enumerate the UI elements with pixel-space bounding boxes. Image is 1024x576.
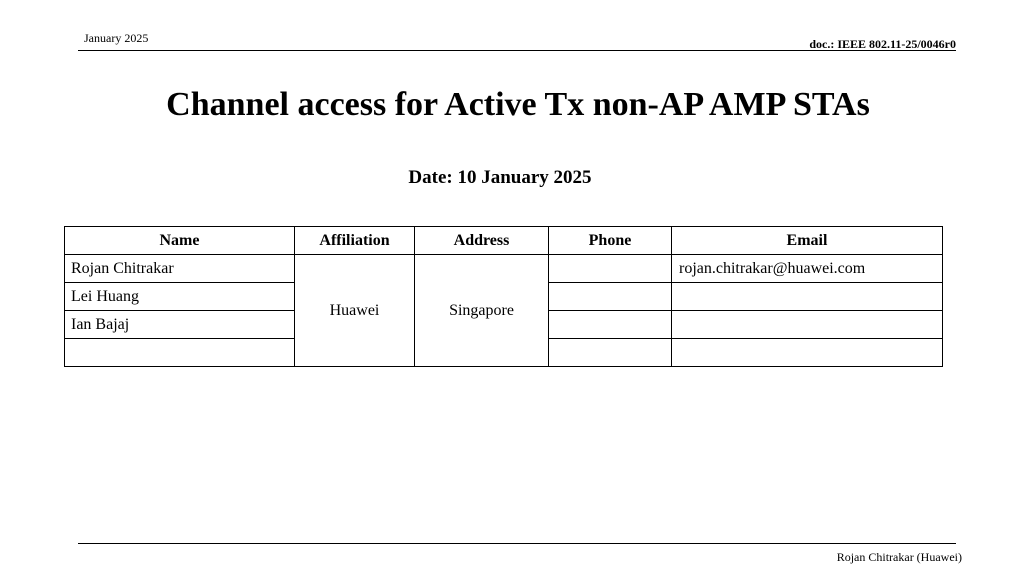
email-cell [672, 283, 943, 311]
phone-cell [549, 311, 672, 339]
date-line: Date: 10 January 2025 [408, 167, 592, 188]
phone-cell [549, 255, 672, 283]
table-row [65, 255, 943, 283]
phone-cell [549, 283, 672, 311]
slide-title: Channel access for Active Tx non-AP AMP STAs [166, 86, 870, 123]
header-date: January 2025 [84, 31, 149, 45]
footer-divider [78, 543, 956, 544]
column-header-address: Address [415, 227, 549, 255]
affiliation-cell: Huawei [295, 255, 415, 367]
column-header-email: Email [672, 227, 943, 255]
header-doc-id: doc.: IEEE 802.11-25/0046r0 [809, 37, 956, 51]
phone-cell [549, 339, 672, 367]
authors-table [64, 226, 943, 367]
footer-author: Rojan Chitrakar (Huawei) [836, 550, 962, 564]
column-header-phone: Phone [549, 227, 672, 255]
column-header-name: Name [65, 227, 295, 255]
email-cell [672, 339, 943, 367]
email-cell: rojan.chitrakar@huawei.com [672, 255, 943, 283]
table-header-row [65, 227, 943, 255]
author-name: Rojan Chitrakar [65, 255, 295, 283]
author-name: Ian Bajaj [65, 311, 295, 339]
author-name: Lei Huang [65, 283, 295, 311]
column-header-affiliation: Affiliation [295, 227, 415, 255]
header-divider [78, 50, 956, 51]
address-cell: Singapore [415, 255, 549, 367]
email-cell [672, 311, 943, 339]
author-name [65, 339, 295, 367]
